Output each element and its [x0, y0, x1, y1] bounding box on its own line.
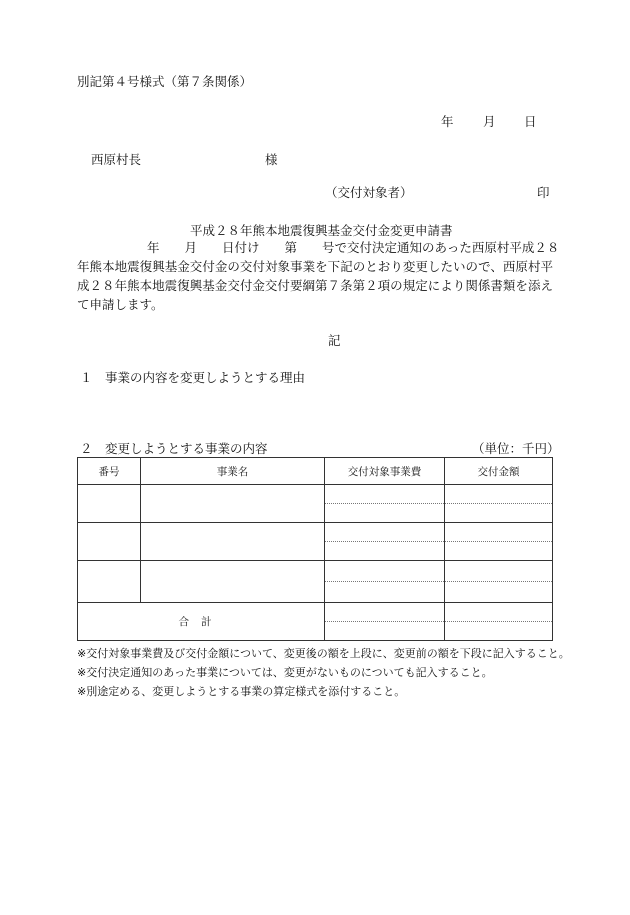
- applicant-label: （交付対象者）: [325, 185, 413, 200]
- cost-before-cell[interactable]: [325, 504, 445, 523]
- row-number-cell[interactable]: [78, 561, 141, 603]
- note-3: ※別途定める、変更しようとする事業の算定様式を添付すること。: [77, 685, 406, 698]
- body-line-3: 成２８年熊本地震復興基金交付金交付要綱第７条第２項の規定により関係書類を添え: [77, 278, 553, 293]
- note-2: ※交付決定通知のあった事業については、変更がないものについても記入すること。: [77, 666, 493, 679]
- total-label: 合計: [178, 616, 224, 628]
- form-label: 別記第４号様式（第７条関係）: [77, 74, 253, 89]
- header-grant-amount: 交付金額: [445, 458, 553, 485]
- total-grant-after-cell[interactable]: [445, 603, 553, 622]
- cost-after-cell[interactable]: [325, 485, 445, 504]
- table-header-row: [78, 458, 553, 485]
- row-project-name-cell[interactable]: [141, 485, 325, 523]
- body-line-2: 年熊本地震復興基金交付金の交付対象事業を下記のとおり変更したいので、西原村平: [77, 259, 553, 274]
- seal-mark: 印: [537, 185, 550, 200]
- body-line-1: 年 月 日付け 第 号で交付決定通知のあった西原村平成２８: [147, 240, 560, 255]
- cost-after-cell[interactable]: [325, 523, 445, 542]
- ki-heading: 記: [328, 333, 341, 348]
- note-1: ※交付対象事業費及び交付金額について、変更後の額を上段に、変更前の額を下段に記入すること。: [77, 647, 570, 660]
- unit-label: （単位：千円）: [472, 441, 560, 456]
- total-grant-before-cell[interactable]: [445, 622, 553, 641]
- total-row: [78, 603, 553, 622]
- grant-before-cell[interactable]: [445, 582, 553, 603]
- addressee-name: 西原村長: [91, 152, 142, 167]
- total-label-cell: [78, 603, 325, 641]
- table-row: [78, 561, 553, 582]
- total-cost-before-cell[interactable]: [325, 622, 445, 641]
- document-title: 平成２８年熊本地震復興基金交付金変更申請書: [190, 223, 453, 238]
- grant-before-cell[interactable]: [445, 504, 553, 523]
- grant-before-cell[interactable]: [445, 542, 553, 561]
- grant-after-cell[interactable]: [445, 523, 553, 542]
- cost-before-cell[interactable]: [325, 582, 445, 603]
- notes-block: [77, 644, 570, 701]
- header-eligible-cost: 交付対象事業費: [325, 458, 445, 485]
- grant-after-cell[interactable]: [445, 485, 553, 504]
- grant-after-cell[interactable]: [445, 561, 553, 582]
- row-project-name-cell[interactable]: [141, 523, 325, 561]
- header-project-name: 事業名: [141, 458, 325, 485]
- section-1-heading: １ 事業の内容を変更しようとする理由: [80, 370, 306, 385]
- date-month-label: 月: [483, 114, 496, 129]
- table-row: [78, 523, 553, 542]
- cost-after-cell[interactable]: [325, 561, 445, 582]
- body-line-4: て申請します。: [77, 297, 164, 312]
- row-number-cell[interactable]: [78, 485, 141, 523]
- date-day-label: 日: [524, 114, 537, 129]
- addressee-suffix: 様: [265, 152, 278, 167]
- table-row: [78, 485, 553, 504]
- section-2-heading: ２ 変更しようとする事業の内容: [80, 441, 268, 456]
- row-project-name-cell[interactable]: [141, 561, 325, 603]
- row-number-cell[interactable]: [78, 523, 141, 561]
- total-cost-after-cell[interactable]: [325, 603, 445, 622]
- header-number: 番号: [78, 458, 141, 485]
- body-paragraph: [77, 238, 560, 314]
- cost-before-cell[interactable]: [325, 542, 445, 561]
- date-year-label: 年: [441, 114, 454, 129]
- project-table: [77, 457, 553, 641]
